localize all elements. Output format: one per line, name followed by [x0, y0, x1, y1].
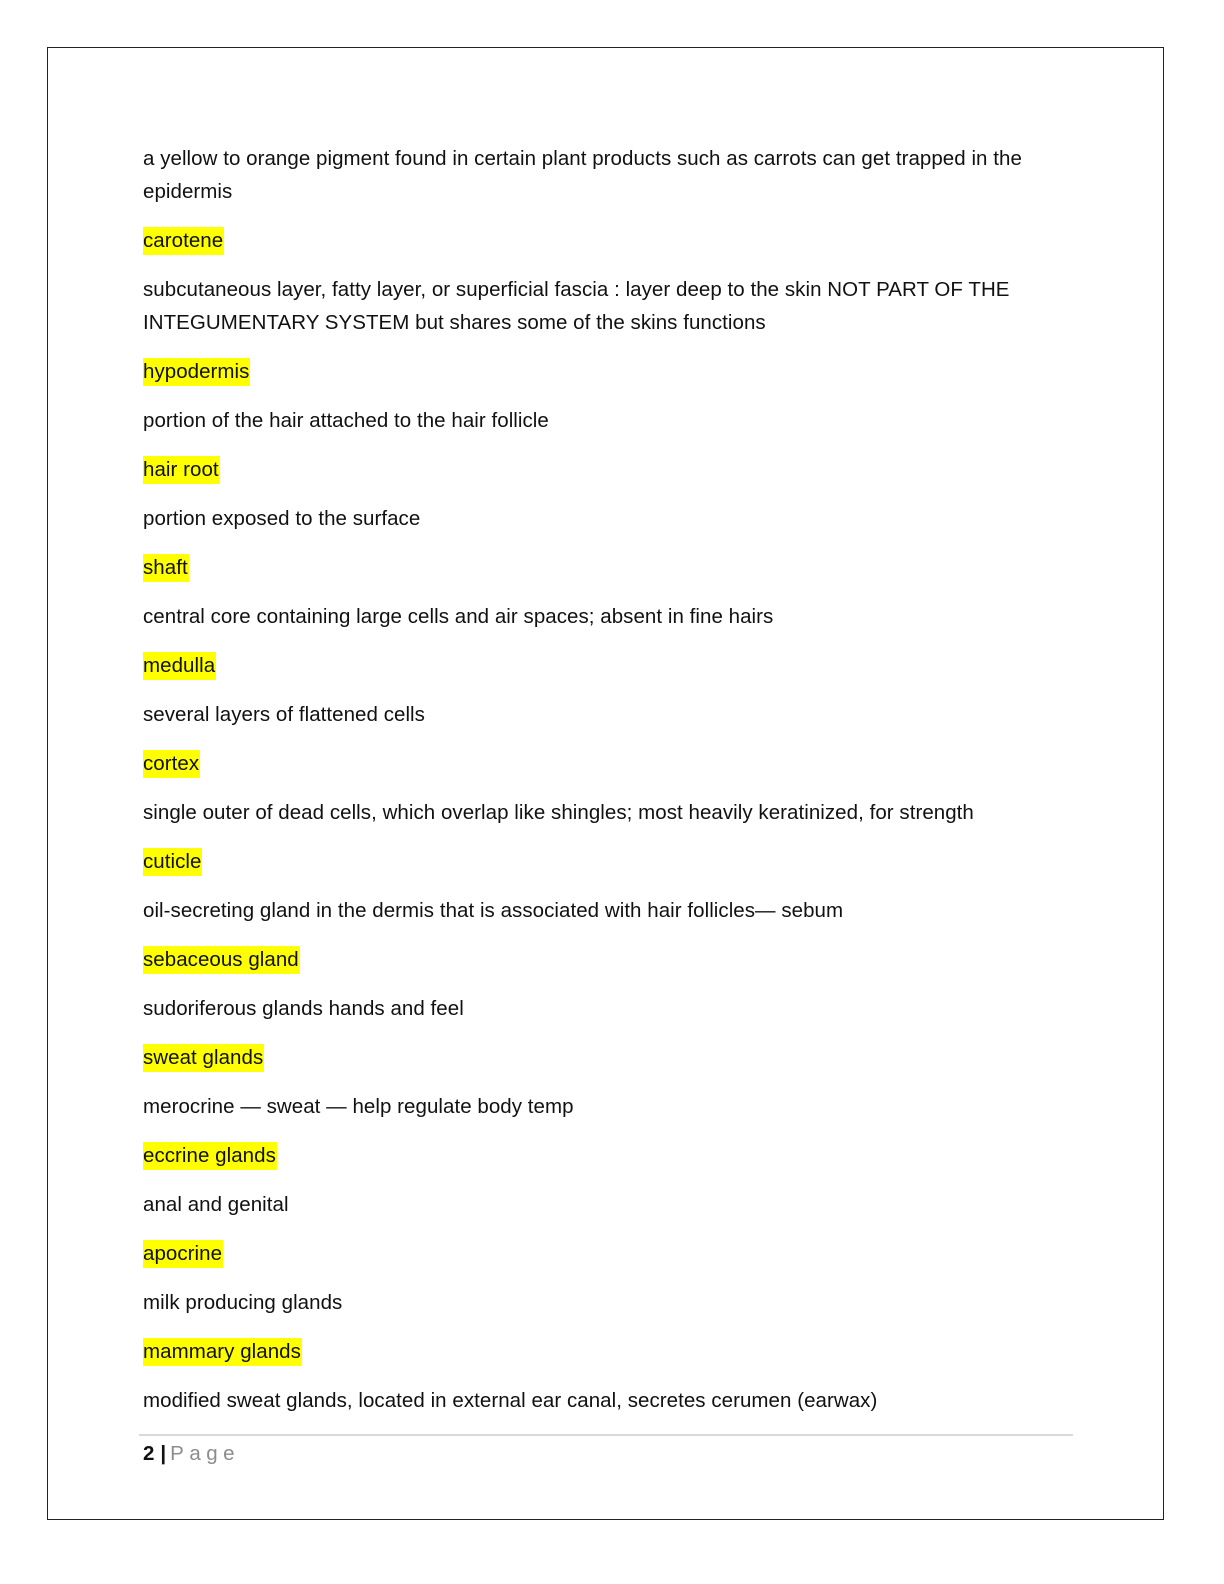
- term-paragraph: [143, 1139, 1078, 1172]
- definition-text: milk producing glands: [143, 1291, 343, 1314]
- term-highlight: mammary glands: [143, 1338, 302, 1366]
- page-label: Page: [170, 1442, 241, 1465]
- term-highlight: hypodermis: [143, 358, 250, 386]
- footer-separator: |: [160, 1442, 167, 1465]
- term-paragraph: [143, 1335, 1078, 1368]
- term-paragraph: [143, 1041, 1078, 1074]
- definition-text: modified sweat glands, located in external ear canal, secretes cerumen (earwax): [143, 1389, 878, 1412]
- term-highlight: hair root: [143, 456, 220, 484]
- definition-text: a yellow to orange pigment found in certain plant products such as carrots can get trapped in the epidermis: [143, 147, 1022, 203]
- definition-text: merocrine — sweat — help regulate body temp: [143, 1095, 574, 1118]
- definition-text: single outer of dead cells, which overlap like shingles; most heavily keratinized, for strength: [143, 801, 974, 824]
- term-paragraph: [143, 845, 1078, 878]
- term-highlight: cortex: [143, 750, 200, 778]
- page-footer: [143, 1440, 240, 1468]
- term-paragraph: [143, 551, 1078, 584]
- term-paragraph: [143, 1237, 1078, 1270]
- definition-text: several layers of flattened cells: [143, 703, 425, 726]
- term-highlight: apocrine: [143, 1240, 223, 1268]
- definition-text: portion exposed to the surface: [143, 507, 421, 530]
- term-highlight: shaft: [143, 554, 189, 582]
- definition-text: central core containing large cells and air spaces; absent in fine hairs: [143, 605, 774, 628]
- term-highlight: sebaceous gland: [143, 946, 300, 974]
- definition-text: subcutaneous layer, fatty layer, or superficial fascia : layer deep to the skin NOT PART OF THE INTEGUMENTARY SYSTEM but shares some of the skins functions: [143, 278, 1010, 334]
- definition-text: sudoriferous glands hands and feel: [143, 997, 464, 1020]
- term-paragraph: [143, 649, 1078, 682]
- term-paragraph: [143, 453, 1078, 486]
- definition-text: portion of the hair attached to the hair follicle: [143, 409, 549, 432]
- term-paragraph: [143, 943, 1078, 976]
- term-highlight: eccrine glands: [143, 1142, 277, 1170]
- page-number: 2: [143, 1442, 155, 1465]
- term-paragraph: [143, 224, 1078, 257]
- definition-text: anal and genital: [143, 1193, 289, 1216]
- definition-text: oil-secreting gland in the dermis that is associated with hair follicles— sebum: [143, 899, 844, 922]
- term-highlight: sweat glands: [143, 1044, 264, 1072]
- term-highlight: carotene: [143, 227, 224, 255]
- footer-divider: [139, 1434, 1073, 1436]
- term-paragraph: [143, 355, 1078, 388]
- document-body: [143, 142, 1078, 1433]
- term-paragraph: [143, 747, 1078, 780]
- term-highlight: medulla: [143, 652, 216, 680]
- term-highlight: cuticle: [143, 848, 202, 876]
